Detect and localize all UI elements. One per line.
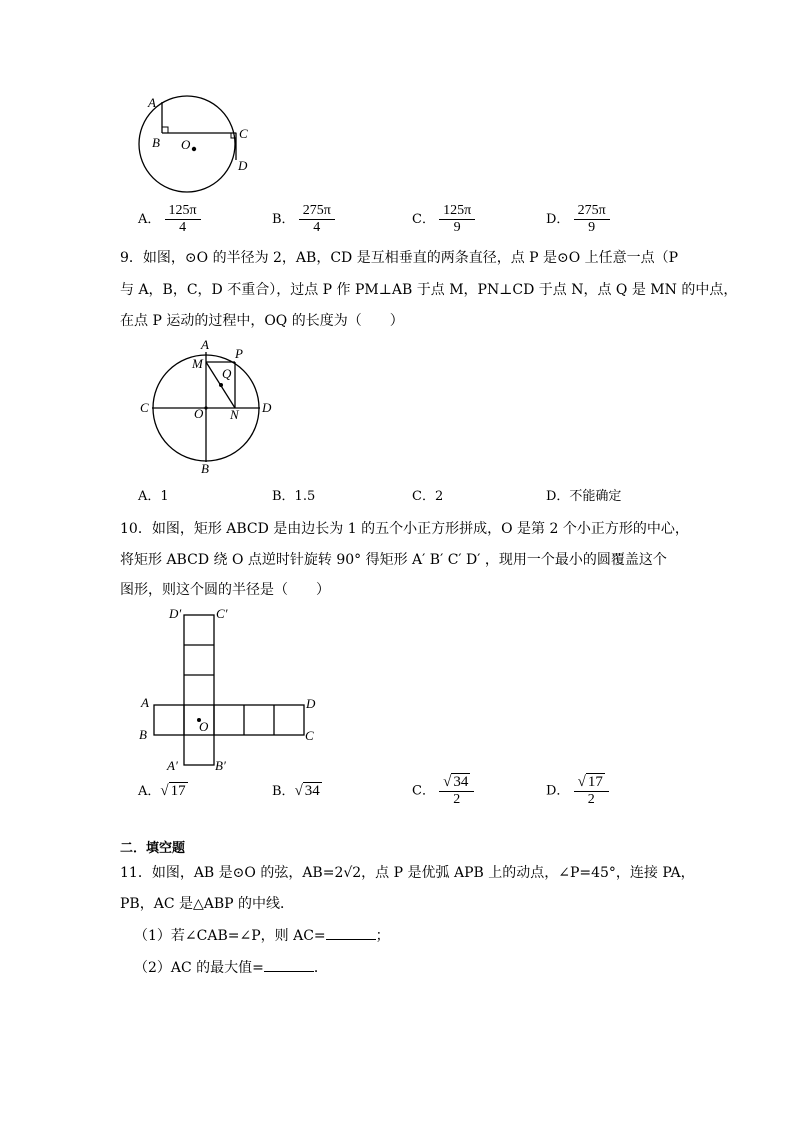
q8-center-dot <box>192 147 196 151</box>
q10-label-d: D <box>306 696 316 711</box>
q9-label-q: Q <box>222 366 232 381</box>
fraction <box>439 203 475 236</box>
radicand: 34 <box>304 783 320 799</box>
q8-label-b: B <box>152 135 160 150</box>
q10-option-d[interactable] <box>546 774 609 808</box>
option-letter: D． <box>546 212 570 227</box>
denominator: 2 <box>587 792 595 807</box>
q10-label-a: A <box>141 695 149 710</box>
q10-line-3: 图形，则这个圆的半径是（ ） <box>120 582 330 598</box>
q9-label-o: O <box>194 406 204 421</box>
fraction <box>165 203 201 236</box>
q11-part-2 <box>134 957 328 978</box>
q10-option-b[interactable] <box>272 782 322 801</box>
q10-label-bprime: B′ <box>215 758 226 773</box>
q9-line-2: 与 A，B，C，D 不重合），过点 P 作 PM⊥AB 于点 M，PN⊥CD 于点 N，点 Q 是 MN 的中点， <box>120 282 738 298</box>
sqrt: √ 34 <box>294 783 320 799</box>
option-letter: D． <box>546 783 570 799</box>
q11-part-2-text: （2）AC 的最大值= <box>134 960 264 976</box>
sqrt: √ 17 <box>160 783 186 799</box>
q10-figure <box>136 602 326 777</box>
numerator: 125π <box>439 203 475 220</box>
q8-option-c[interactable] <box>412 203 475 236</box>
q10-rect-abcd <box>154 705 304 735</box>
option-letter: C． <box>412 783 435 799</box>
q10-label-aprime: A′ <box>167 758 178 773</box>
q9-line-3: 在点 P 运动的过程中，OQ 的长度为（ ） <box>120 313 404 329</box>
denominator: 2 <box>453 792 461 807</box>
denominator: 4 <box>179 220 187 235</box>
denominator: 9 <box>453 220 461 235</box>
sqrt: √ 34 <box>443 774 469 790</box>
numerator <box>574 774 609 792</box>
q8-option-a[interactable] <box>138 203 201 236</box>
q11-part-2-end: ． <box>313 960 328 976</box>
q9-option-a[interactable]: A．1 <box>138 489 169 504</box>
q8-label-a: A <box>148 95 156 110</box>
answer-blank-2[interactable] <box>264 957 314 972</box>
q10-option-a[interactable] <box>138 782 188 801</box>
option-letter: B． <box>272 784 295 799</box>
fraction <box>574 203 610 236</box>
q8-right-angle-b <box>162 127 168 133</box>
q9-label-b: B <box>201 461 209 476</box>
sqrt: √ 17 <box>577 774 603 790</box>
option-letter: A． <box>138 784 161 799</box>
q9-option-c[interactable]: C．2 <box>412 489 444 504</box>
q9-line-1: 9．如图，⊙O 的半径为 2，AB，CD 是互相垂直的两条直径，点 P 是⊙O 上任意一点（P <box>120 250 679 266</box>
option-letter: B． <box>272 212 295 227</box>
q11-part-1-text: （1）若∠CAB=∠P，则 AC= <box>134 928 326 944</box>
section-heading: 二．填空题 <box>120 841 186 856</box>
fraction <box>299 203 335 236</box>
q10-line-2: 将矩形 ABCD 绕 O 点逆时针旋转 90° 得矩形 A′ B′ C′ D′ ，现用一个最小的圆覆盖这个 <box>120 552 667 568</box>
q10-option-c[interactable] <box>412 774 474 808</box>
radicand: 17 <box>170 783 186 799</box>
q8-label-o: O <box>181 137 191 152</box>
q8-option-d[interactable] <box>546 203 610 236</box>
fraction <box>574 774 609 808</box>
denominator: 4 <box>313 220 321 235</box>
q10-rect-rotated <box>184 615 214 765</box>
q9-label-c: C <box>140 400 149 415</box>
q9-point-o <box>204 406 207 409</box>
q9-figure <box>138 338 278 478</box>
q9-label-a: A <box>201 338 209 352</box>
q8-label-d: D <box>238 158 248 173</box>
q11-part-1-end: ； <box>375 928 390 944</box>
q10-line-1: 10．如图，矩形 ABCD 是由边长为 1 的五个小正方形拼成，O 是第 2 个小正方形的中心， <box>120 521 689 537</box>
answer-blank-1[interactable] <box>326 925 376 940</box>
q11-line-1: 11．如图，AB 是⊙O 的弦，AB=2√2，点 P 是优弧 APB 上的动点，∠P=45°，连接 PA， <box>120 865 695 881</box>
denominator: 9 <box>588 220 596 235</box>
q9-label-p: P <box>235 346 243 361</box>
q11-line-2: PB，AC 是△ABP 的中线． <box>120 896 295 912</box>
q10-label-cprime: C′ <box>216 606 228 621</box>
numerator: 275π <box>574 203 610 220</box>
q10-label-o: O <box>199 719 209 734</box>
option-letter: A． <box>138 212 161 227</box>
q8-figure <box>130 88 260 203</box>
radicand: 34 <box>453 774 469 790</box>
q9-option-d[interactable]: D．不能确定 <box>546 489 622 504</box>
q10-label-b: B <box>139 727 147 742</box>
q8-label-c: C <box>239 126 248 141</box>
numerator: 125π <box>165 203 201 220</box>
q9-label-n: N <box>230 407 239 422</box>
fraction <box>439 774 474 808</box>
q8-option-b[interactable] <box>272 203 335 236</box>
option-letter: C． <box>412 212 435 227</box>
q10-label-c: C <box>305 728 314 743</box>
q9-point-q <box>219 383 223 387</box>
numerator <box>439 774 474 792</box>
radicand: 17 <box>587 774 603 790</box>
q9-option-b[interactable]: B．1.5 <box>272 489 316 504</box>
q11-part-1 <box>134 925 390 946</box>
q9-label-d: D <box>262 400 272 415</box>
q10-label-dprime: D′ <box>169 606 182 621</box>
q9-label-m: M <box>192 356 203 371</box>
numerator: 275π <box>299 203 335 220</box>
